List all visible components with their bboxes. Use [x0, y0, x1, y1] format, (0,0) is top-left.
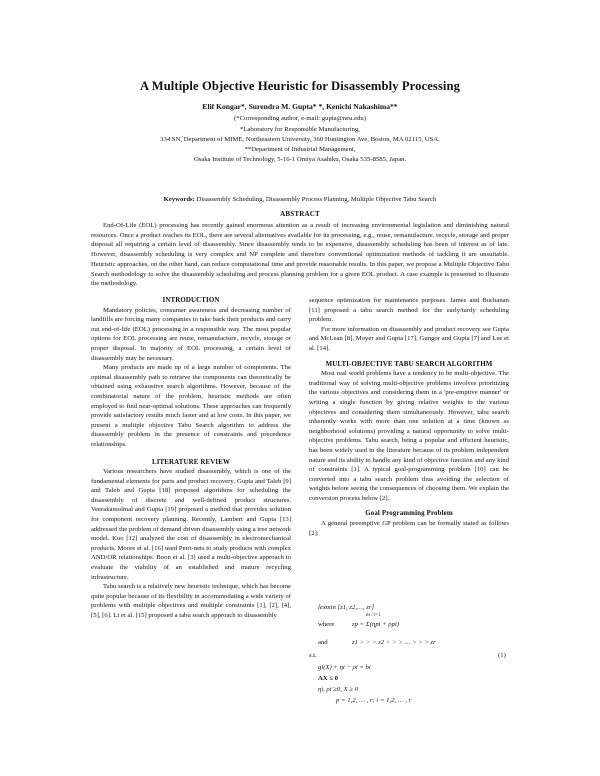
eq-sum-limits: m / i=1 — [366, 613, 381, 618]
abstract-text: End-Of-Life (EOL) processing has recently gained enormous attention as a result of increasing environmental legislation and diminishing natural resources. Once a product reaches its EOL, there are several alternatives available for its processing, e.g., reuse, remanufacture, recycle, storage and proper disposal all requiring a certain level of disassembly. Since disassembly tends to be expensive, disassembly scheduling has been of interest as of late. However, disassembly scheduling is very complex and NP complete and therefore conventional optimization methods of tackling it are unsuitable. Heuristic approaches, on the other hand, can reduce computational time and provide reasonable results. In this paper, we propose a Multiple Objective Tabu Search methodology to solve the disassembly scheduling and process planning problem for a given EOL product. A case example is presented to illustrate the methodology. — [91, 222, 509, 288]
eq-constraint-2: AX ≤ 0 — [318, 675, 339, 682]
eq-number: (1) — [498, 652, 506, 659]
affiliation-corresponding: (*Corresponding author, e-mail: gupta@neu.edu) — [234, 115, 366, 122]
intro-paragraph-2: Many products are made up of a large number of components. The optimal disassembly path to retrieve the components can theoretically be obtained using exhaustive search algorithms. However, because of the combinatorial nature of the problem, heuristic methods are often employed to find near-optimal solutions. These approaches can frequently provide satisfactory results much faster and at low costs. In this paper, we present a multiple objective Tabu Search algorithm to address the disassembly problem in the presence of constraints and precedence relationships. — [91, 364, 291, 448]
eq-constraint-4: p = 1,2, … , r; i = 1,2, … , r — [336, 697, 412, 704]
paper-authors: Elif Kongar*, Surendra M. Gupta* *, Kenichi Nakashima** — [202, 102, 398, 111]
left-column — [91, 296, 291, 621]
lit-paragraph-1: Various researchers have studied disassembly, which is one of the fundamental elements for parts and product recovery. Gupta and Taleb [9] and Taleb and Gupta [18] proposed algorithms for scheduling the disassembly of discrete and well-defined product structures. Veerakamolmal and Gupta [19] proposed a method that provides solution for component recovery planning. Recently, Lambert and Gupta [13] addressed the problem of demand driven disassembly using a tree network model. Kuo [12] analyzed the cost of disassembly in electromechanical products. Moore et al. [16] used Petri-nets to study products with complex AND/OR relationships. Boon et al. [3] used a multi-objective approach to evaluate the viability of an established and mature recycling infrastructure. — [91, 468, 291, 581]
affiliation-lab: *Laboratory for Responsible Manufacturing, — [240, 126, 360, 133]
eq-lexmin: lexmin [z1, z2,…, zr] — [318, 604, 375, 611]
eq-constraint-3: ηi, ρi ≥0, X ≥ 0 — [318, 686, 359, 693]
eq-st: s.t. — [309, 652, 317, 659]
right-column — [309, 296, 509, 538]
abstract-heading: ABSTRACT — [280, 210, 320, 218]
keywords-label: Keywords: — [163, 196, 195, 203]
eq-where: where — [318, 621, 335, 628]
affiliation-dept: **Department of Industrial Management, — [244, 146, 356, 153]
mots-paragraph: Most real world problems have a tendency to be multi-objective. The traditional way of solving multi-objective problems involves prioritizing the various objectives and considering them in a 'pre-emptive manner' or writing a single function by giving relative weights to the various objectives and considering them simultaneously. However, tabu search inherently works with more than one solution at a time (known as neighborhood solutions) providing a natural opportunity to solve multi-objective problems. Tabu search, being a popular and efficient heuristic, has been widely used in the literature because of its problem independent nature and its ability to handle any kind of objective function and any kind of constraints [1]. A typical goal-programming problem [10] can be converted into a tabu search problem thus avoiding the selection of weights before seeing the consequences of choosing them. We explain the conversion process below [2]. — [309, 370, 509, 502]
eq-constraint-1: gi(X) + ηi − ρi = bi — [318, 664, 371, 671]
lit-paragraph-2: Tabu search is a relatively new heuristic technique, which has become quite popular because of its flexibility in accommodating a wide variety of problems with multiple objectives and multiple constraints [1], [2], [4], [5], [6]. Li et al. [15] proposed a tabu search approach to disassembly — [91, 583, 291, 619]
introduction-heading: INTRODUCTION — [162, 297, 220, 304]
mots-heading: MULTI-OBJECTIVE TABU SEARCH ALGORITHM — [325, 360, 493, 368]
gp-paragraph: A general preemptive GP problem can be formally stated as follows [2]: — [309, 520, 509, 537]
affiliation-osaka: Osaka Institute of Technology, 5-16-1 Omiya Asahiku, Osaka 535-8585, Japan. — [193, 156, 407, 163]
cont-paragraph-2: For more information on disassembly and product recovery see Gupta and McLean [8], Moyer and Gupta [17], Gungor and Gupta [7] and Lee et al. [14]. — [309, 325, 509, 352]
intro-paragraph-1: Mandatory policies, consumer awareness and decreasing number of landfills are forcing many companies to take back their products and carry out end-of-life (EOL) processing in a responsible way. The most popular options for EOL processing are reuse, remanufacture, recycle, storage or proper disposal. In majority of EOL processing, a certain level of disassembly may be necessary. — [91, 306, 291, 362]
paper-title: A Multiple Objective Heuristic for Disassembly Processing — [139, 79, 461, 93]
literature-review-heading: LITERATURE REVIEW — [151, 458, 231, 466]
keywords-text: Disassembly Scheduling, Disassembly Process Planning, Multiple Objective Tabu Search — [196, 196, 437, 203]
eq-and: and — [318, 639, 328, 646]
affiliation-northeastern: 334 SN, Department of MIME, Northeastern University, 360 Huntington Ave, Boston, MA 02115, USA. — [160, 136, 440, 143]
eq-order: z1 > > > z2 > > > … > > > zr — [352, 639, 436, 646]
keywords-line — [0, 196, 600, 203]
cont-paragraph-1: sequence optimization for maintenance purposes. James and Buchanan [11] proposed a tabu search method for the early/tardy scheduling problem. — [309, 297, 509, 324]
goal-programming-heading: Goal Programming Problem — [365, 510, 453, 518]
eq-zp: zp = Σ(ηpi + ρpi) — [352, 621, 400, 628]
